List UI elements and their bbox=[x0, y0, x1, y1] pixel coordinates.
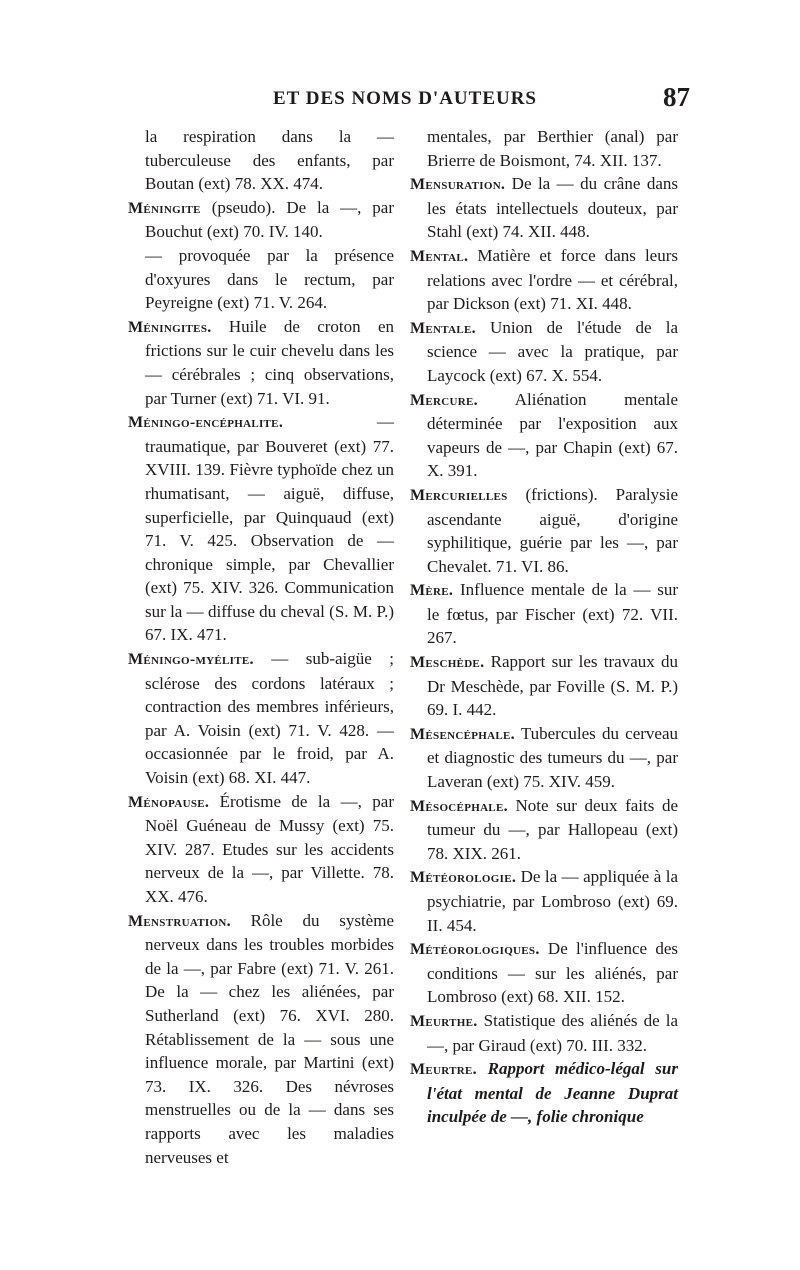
entry-text: Union de l'étude de la science — avec la pratique, par Laycock (ext) 67. X. 554. bbox=[427, 317, 678, 385]
entry-text: — sub-aigüe ; sclérose des cordons latéraux ; contraction des membres inférieurs, par A. Voisin (ext) 71. V. 428. — occasionnée par le froid, par A. Voisin (ext) 68. XI. 447. bbox=[145, 649, 394, 788]
index-entry bbox=[128, 244, 394, 315]
entry-headword: Mercurielles bbox=[410, 486, 508, 504]
index-entry bbox=[410, 865, 678, 937]
entry-text: (frictions). Paralysie ascendante aiguë, d'origine syphilitique, guérie par les —, par Chevalet. 71. VI. 86. bbox=[427, 484, 678, 576]
index-entry bbox=[128, 196, 394, 244]
index-entry bbox=[410, 388, 678, 483]
entry-text: Influence mentale de la — sur le fœtus, par Fischer (ext) 72. VII. 267. bbox=[427, 580, 678, 648]
entry-text: De la — appliquée à la psychiatrie, par Lombroso (ext) 69. II. 454. bbox=[427, 867, 678, 935]
entry-headword: Météorologiques. bbox=[410, 941, 540, 959]
index-entry bbox=[410, 722, 678, 794]
entry-headword: Meurtre. bbox=[410, 1061, 477, 1079]
index-entry bbox=[128, 410, 394, 647]
left-column bbox=[128, 125, 394, 1169]
entry-text: — provoquée par la présence d'oxyures dans le rectum, par Peyreigne (ext) 71. V. 264. bbox=[145, 245, 394, 313]
index-entry bbox=[410, 650, 678, 722]
index-entry bbox=[410, 483, 678, 578]
entry-headword: Méningo-encéphalite. bbox=[128, 414, 284, 432]
index-entry bbox=[128, 909, 394, 1170]
entry-text: mentales, par Berthier (anal) par Brierre de Boismont, 74. XII. 137. bbox=[427, 127, 678, 170]
right-column bbox=[410, 125, 678, 1129]
entry-headword: Meurthe. bbox=[410, 1012, 478, 1030]
entry-headword: Menstruation. bbox=[128, 912, 231, 930]
entry-text: Rapport sur les travaux du Dr Meschède, par Foville (S. M. P.) 69. I. 442. bbox=[427, 652, 678, 720]
entry-headword: Méningites. bbox=[128, 318, 212, 336]
index-entry bbox=[410, 316, 678, 388]
entry-headword: Mental. bbox=[410, 247, 469, 265]
index-entry bbox=[410, 172, 678, 244]
entry-text: Érotisme de la —, par Noël Guéneau de Mussy (ext) 75. XIV. 287. Etudes sur les accidents nerveux de la —, par Villette. 78. XX. 476. bbox=[145, 791, 394, 906]
index-entry bbox=[410, 1057, 678, 1129]
running-title: ET DES NOMS D'AUTEURS bbox=[272, 88, 537, 109]
entry-headword: Météorologie. bbox=[410, 869, 517, 887]
index-entry bbox=[128, 315, 394, 410]
entry-headword: Mensuration. bbox=[410, 176, 506, 194]
entry-text: De l'influence des conditions — sur les aliénés, par Lombroso (ext) 68. XII. 152. bbox=[427, 939, 678, 1007]
entry-headword: Ménopause. bbox=[128, 793, 210, 811]
index-entry bbox=[410, 794, 678, 866]
entry-headword: Mésencéphale. bbox=[410, 725, 515, 743]
entry-headword: Mercure. bbox=[410, 391, 478, 409]
entry-headword: Mésocéphale. bbox=[410, 797, 508, 815]
entry-text: Aliénation mentale déterminée par l'exposition aux vapeurs de —, par Chapin (ext) 67. X. 391. bbox=[427, 389, 678, 481]
entry-text: (pseudo). De la —, par Bouchut (ext) 70. IV. 140. bbox=[145, 197, 394, 242]
index-entry bbox=[410, 937, 678, 1009]
entry-headword: Meschède. bbox=[410, 654, 485, 672]
entry-text: Note sur deux faits de tumeur du —, par Hallopeau (ext) 78. XIX. 261. bbox=[427, 795, 678, 863]
index-entry bbox=[128, 125, 394, 196]
index-entry bbox=[410, 125, 678, 172]
running-header bbox=[120, 82, 690, 116]
index-entry bbox=[410, 578, 678, 650]
entry-text: Tubercules du cerveau et diagnostic des tumeurs du —, par Laveran (ext) 75. XIV. 459. bbox=[427, 723, 678, 792]
entry-text: Statistique des aliénés de la —, par Giraud (ext) 70. III. 332. bbox=[427, 1010, 678, 1055]
entry-headword: Méningo-myélite. bbox=[128, 651, 254, 669]
entry-text: Rôle du système nerveux dans les troubles morbides de la —, par Fabre (ext) 71. V. 261. De la — chez les aliénées, par Sutherland (ext) 76. XVI. 280. Rétablissement de la — sous une influence morale, par Martini (ext) 73. IX. 326. Des névroses menstruelles ou de la — dans ses rapports avec les maladies nerveuses et bbox=[145, 910, 394, 1167]
entry-headword: Mère. bbox=[410, 582, 454, 600]
entry-text: — traumatique, par Bouveret (ext) 77. XVIII. 139. Fièvre typhoïde chez un rhumatisant, — aiguë, diffuse, superficielle, par Quinquaud (ext) 71. V. 425. Observation de — chronique simple, par Chevallier (ext) 75. XIV. 326. Communication sur la — diffuse du cheval (S. M. P.) 67. IX. 471. bbox=[145, 412, 394, 645]
index-entry bbox=[410, 1009, 678, 1057]
index-entry bbox=[128, 790, 394, 909]
entry-text: la respiration dans la — tuberculeuse des enfants, par Boutan (ext) 78. XX. 474. bbox=[145, 127, 394, 194]
entry-headword: Mentale. bbox=[410, 319, 476, 337]
index-entry bbox=[410, 244, 678, 316]
index-entry bbox=[128, 647, 394, 790]
entry-headword: Méningite bbox=[128, 199, 201, 217]
entry-text: Huile de croton en frictions sur le cuir chevelu dans les — cérébrales ; cinq observations, par Turner (ext) 71. VI. 91. bbox=[145, 316, 394, 408]
entry-text: Matière et force dans leurs relations avec l'ordre — et cérébral, par Dickson (ext) 71. XI. 448. bbox=[427, 245, 678, 314]
page-number: 87 bbox=[663, 82, 690, 112]
entry-italic-title: Rapport médico-légal sur l'état mental de Jeanne Duprat inculpée de —, folie chronique bbox=[427, 1059, 678, 1127]
entry-text: De la — du crâne dans les états intellectuels douteux, par Stahl (ext) 74. XII. 448. bbox=[427, 174, 678, 242]
